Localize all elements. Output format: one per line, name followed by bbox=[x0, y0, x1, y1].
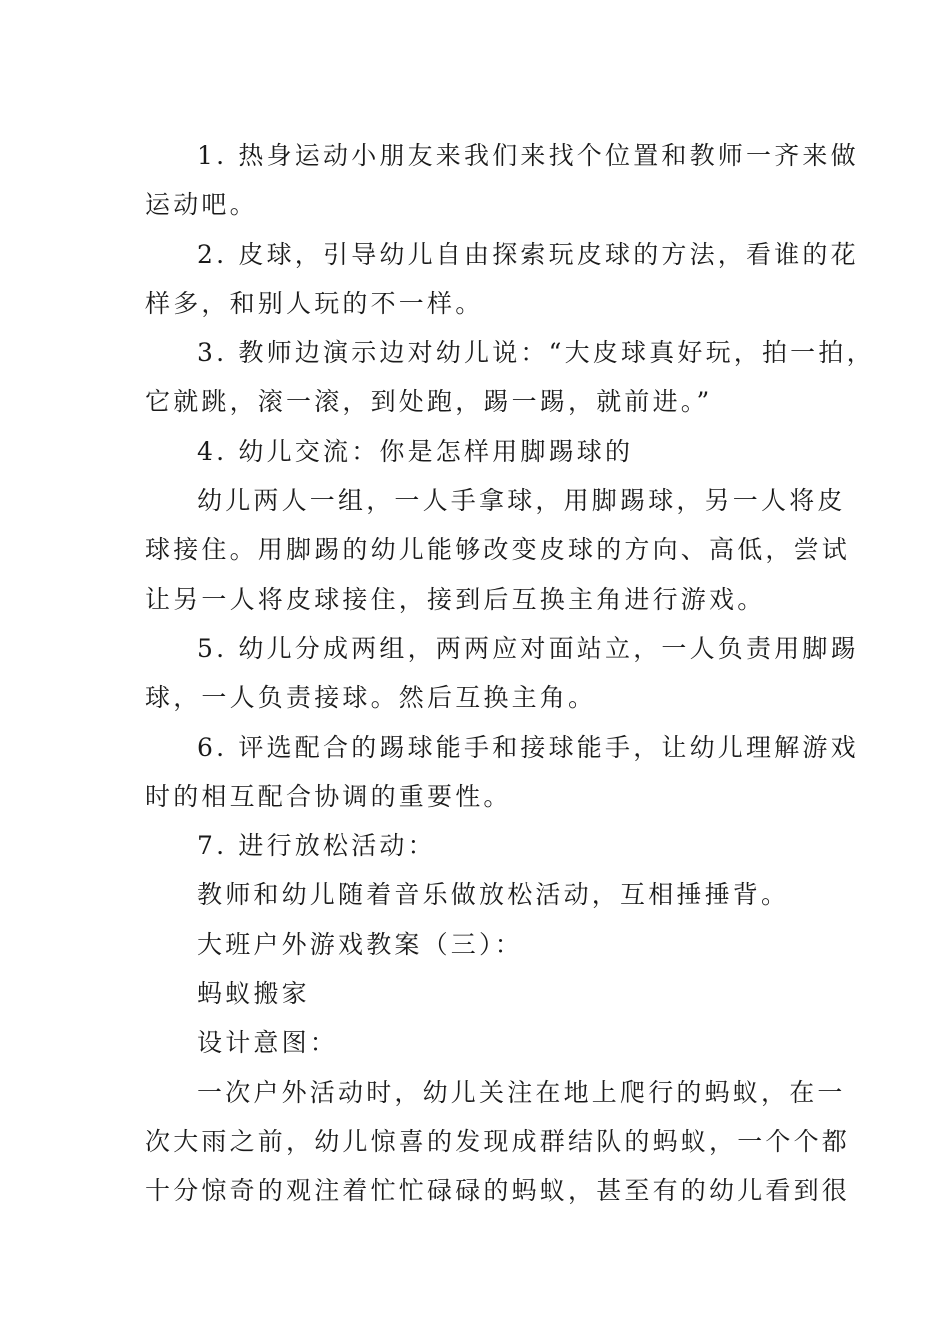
text-line: 运动吧。 bbox=[145, 190, 258, 220]
text-line: 幼儿两人一组，一人手拿球，用脚踢球，另一人将皮 bbox=[197, 486, 846, 516]
text-line: 次大雨之前，幼儿惊喜的发现成群结队的蚂蚁，一个个都 bbox=[145, 1126, 851, 1156]
text-line: 教师和幼儿随着音乐做放松活动，互相捶捶背。 bbox=[197, 880, 790, 910]
subsection-label: 设计意图： bbox=[197, 1028, 339, 1058]
text-line: 一次户外活动时，幼儿关注在地上爬行的蚂蚁，在一 bbox=[197, 1077, 846, 1107]
activity-title: 蚂蚁搬家 bbox=[197, 979, 310, 1009]
text-line: 2. 皮球，引导幼儿自由探索玩皮球的方法，看谁的花 bbox=[197, 239, 859, 269]
text-line: 时的相互配合协调的重要性。 bbox=[145, 781, 512, 811]
text-line: 球接住。用脚踢的幼儿能够改变皮球的方向、高低，尝试 bbox=[145, 535, 851, 565]
text-line: 7. 进行放松活动： bbox=[197, 831, 436, 861]
text-line: 样多，和别人玩的不一样。 bbox=[145, 288, 484, 318]
text-line: 球，一人负责接球。然后互换主角。 bbox=[145, 683, 597, 713]
text-line: 4. 幼儿交流：你是怎样用脚踢球的 bbox=[197, 436, 634, 466]
document-body bbox=[145, 131, 875, 1216]
section-heading: 大班户外游戏教案（三）： bbox=[197, 929, 523, 959]
text-line: 十分惊奇的观注着忙忙碌碌的蚂蚁，甚至有的幼儿看到很 bbox=[145, 1176, 851, 1206]
text-line: 让另一人将皮球接住，接到后互换主角进行游戏。 bbox=[145, 584, 766, 614]
text-line: 6. 评选配合的踢球能手和接球能手，让幼儿理解游戏 bbox=[197, 732, 859, 762]
text-line: 1. 热身运动小朋友来我们来找个位置和教师一齐来做 bbox=[197, 141, 859, 170]
text-line: 3. 教师边演示边对幼儿说：“大皮球真好玩，拍一拍， bbox=[197, 338, 875, 368]
text-line: 5. 幼儿分成两组，两两应对面站立，一人负责用脚踢 bbox=[197, 633, 859, 663]
text-line: 它就跳，滚一滚，到处跑，踢一踢，就前进。” bbox=[145, 387, 713, 417]
